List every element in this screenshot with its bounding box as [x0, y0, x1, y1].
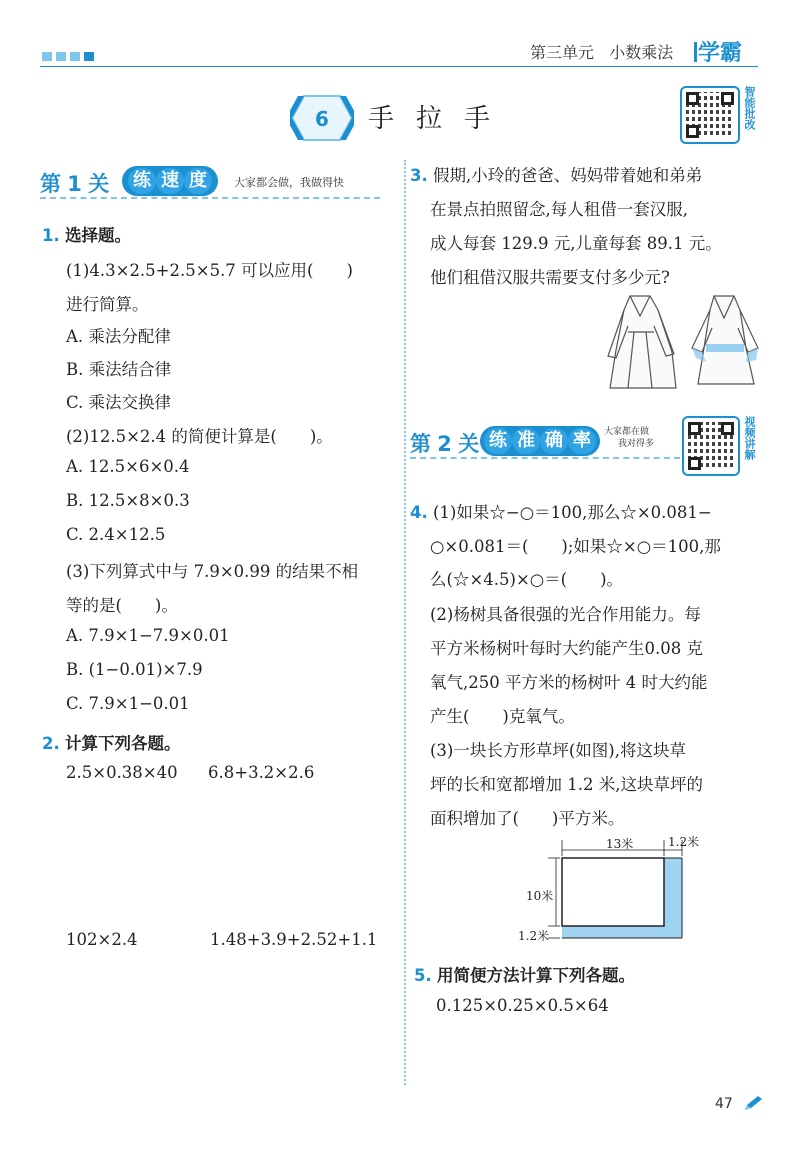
q4-line: (3)一块长方形草坪(如图),将这块草 — [430, 741, 686, 760]
q1-line: (2)12.5×2.4 的简便计算是( )。 — [66, 427, 333, 446]
header-rule — [40, 66, 758, 67]
q2-expression: 102×2.4 — [66, 930, 138, 949]
pencil-icon — [742, 1094, 764, 1112]
q1-line: 进行简算。 — [66, 295, 149, 314]
section2-pill: 练 准 确 率 — [480, 426, 600, 456]
q2-expression: 1.48+3.9+2.52+1.1 — [210, 930, 378, 949]
q1-option: A. 乘法分配律 — [66, 327, 171, 346]
section1-label: 第 1 关 — [40, 172, 110, 196]
header-unit: 第三单元 — [530, 43, 595, 62]
brand-logo: 学霸 — [698, 41, 743, 66]
section1-dash — [40, 197, 380, 199]
lawn-figure — [516, 834, 716, 944]
q1-option: C. 乘法交换律 — [66, 393, 172, 412]
lawn-width-label: 10米 — [526, 889, 554, 903]
section2-dash — [410, 457, 680, 459]
lawn-ext-side-label: 1.2米 — [518, 929, 550, 943]
q4-line: (2)杨树具备很强的光合作用能力。每 — [430, 605, 701, 624]
q1-option: C. 2.4×12.5 — [66, 525, 166, 544]
section2-label: 第 2 关 — [410, 432, 480, 456]
q4-line: ○×0.081＝( );如果☆×○＝100,那 — [430, 537, 721, 556]
q1-option: A. 12.5×6×0.4 — [66, 457, 190, 476]
header-topic: 小数乘法 — [609, 43, 674, 62]
q4-line: 面积增加了( )平方米。 — [430, 809, 625, 828]
q1-heading: 1. 选择题。 — [42, 226, 131, 245]
page-number: 47 — [715, 1096, 733, 1112]
lawn-length-label: 13米 — [606, 837, 634, 851]
q4-line: 氧气,250 平方米的杨树叶 4 时大约能 — [430, 673, 708, 692]
q4-line: 4. (1)如果☆−○＝100,那么☆×0.081− — [410, 503, 712, 522]
q2-expression: 6.8+3.2×2.6 — [208, 763, 315, 782]
q4-line: 产生( )克氧气。 — [430, 707, 575, 726]
q1-option: C. 7.9×1−0.01 — [66, 694, 190, 713]
lesson-number: 6 — [315, 107, 329, 131]
q3-line: 在景点拍照留念,每人租借一套汉服, — [430, 200, 688, 219]
header-unit-topic — [530, 40, 673, 63]
q1-line: (3)下列算式中与 7.9×0.99 的结果不相 — [66, 562, 359, 581]
q1-option: B. 12.5×8×0.3 — [66, 491, 190, 510]
q1-option: A. 7.9×1−7.9×0.01 — [66, 626, 230, 645]
section1-note: 大家都会做，我做得快 — [234, 176, 344, 189]
header-square — [56, 52, 66, 61]
q2-expression: 2.5×0.38×40 — [66, 763, 178, 782]
q1-line: 等的是( )。 — [66, 596, 178, 615]
section1-pill: 练 速 度 — [122, 166, 218, 196]
q3-line: 他们租借汉服共需要支付多少元? — [430, 268, 670, 287]
q2-heading: 2. 计算下列各题。 — [42, 734, 181, 753]
lesson-number-badge — [290, 94, 354, 142]
lawn-ext-top-label: 1.2米 — [668, 835, 700, 849]
q4-line: 坪的长和宽都增加 1.2 米,这块草坪的 — [430, 775, 703, 794]
header-square — [70, 52, 80, 61]
column-divider — [404, 160, 406, 1085]
lesson-title: 手拉手 — [368, 104, 513, 134]
header-square — [42, 52, 52, 61]
qr-code-smart-grading[interactable] — [680, 86, 740, 144]
q1-option: B. 乘法结合律 — [66, 360, 172, 379]
q5-expression: 0.125×0.25×0.5×64 — [436, 996, 609, 1015]
q4-line: 平方米杨树叶每时大约能产生0.08 克 — [430, 639, 703, 658]
q1-option: B. (1−0.01)×7.9 — [66, 660, 203, 679]
section2-note: 大家都在做 我对得多 — [604, 427, 655, 449]
header-square — [84, 52, 94, 61]
hanfu-illustration — [606, 292, 762, 392]
qr-label-video: 视频讲解 — [743, 416, 756, 460]
qr-label-smart-grading: 智能批改 — [743, 86, 756, 130]
q5-heading: 5. 用简便方法计算下列各题。 — [414, 966, 635, 985]
qr-code-video[interactable] — [682, 416, 740, 476]
q1-line: (1)4.3×2.5+2.5×5.7 可以应用( ) — [66, 261, 353, 280]
q3-line: 成人每套 129.9 元,儿童每套 89.1 元。 — [430, 234, 722, 253]
q3-line: 3. 假期,小玲的爸爸、妈妈带着她和弟弟 — [410, 166, 703, 185]
q4-line: 么(☆×4.5)×○＝( )。 — [430, 570, 624, 589]
header-bar — [694, 42, 697, 62]
